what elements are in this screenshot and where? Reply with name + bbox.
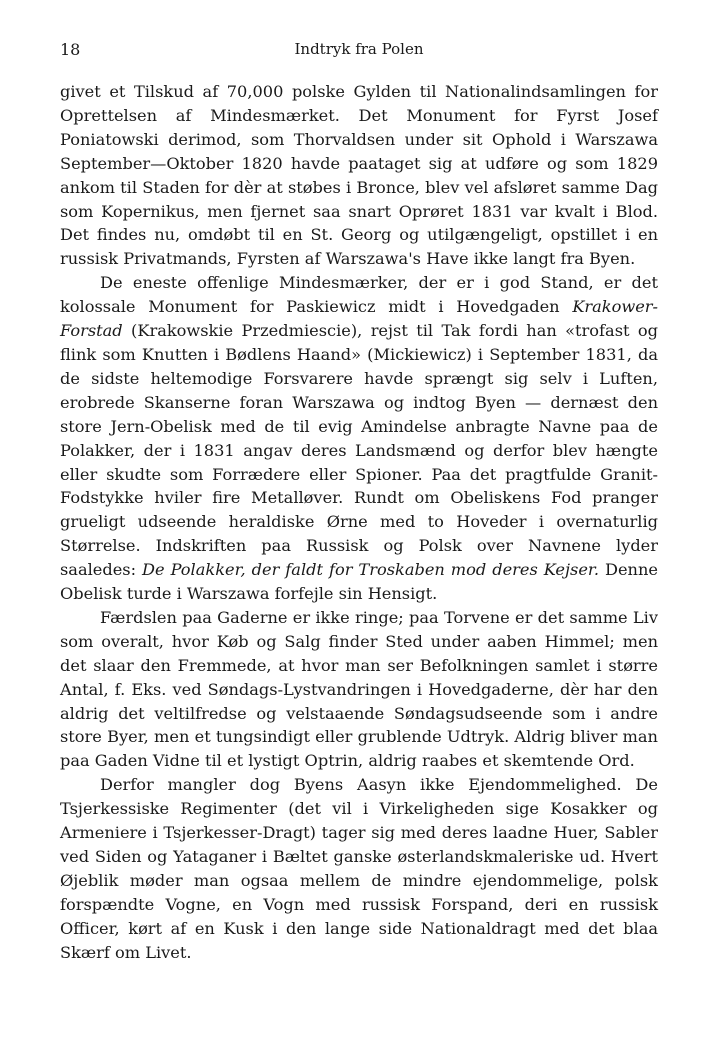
text-segment: givet et Tilskud af 70,000 polske Gylden til Nationalindsamlingen for Oprettelsen af Mindesmærket. Det Monument for Fyrst Josef Poniatowski derimod, som Thorvaldsen under sit Ophold i Warszawa September—Oktober 1820 havde paataget sig at udføre og som 1829 ankom til Staden for dèr at støbes i Bronce, blev vel afsløret samme Dag som Kopernikus, men fjernet saa snart Oprøret 1831 var kvalt i Blod. Det findes nu, omdøbt til en St. Georg og utilgængeligt, opstillet i en russisk Privatmands, Fyrsten af Warszawa's Have ikke langt fra Byen. [60, 82, 658, 269]
paragraph [60, 606, 658, 773]
text-segment: De eneste offenlige Mindesmærker, der er i god Stand, er det kolossale Monument for Paskiewicz midt i Hovedgaden [60, 273, 658, 317]
text-segment: Denne Obelisk turde i Warszawa forfejle sin Hensigt. [60, 560, 658, 604]
paragraph [60, 271, 658, 606]
body-text [60, 80, 658, 965]
italic-text-segment: De Polakker, der faldt for Troskaben mod deres Kejser. [142, 560, 600, 580]
page-number: 18 [60, 40, 81, 59]
running-title: Indtryk fra Polen [294, 40, 424, 58]
page-header [60, 40, 658, 70]
text-segment: Færdslen paa Gaderne er ikke ringe; paa Torvene er det samme Liv som overalt, hvor Køb og Salg finder Sted under aaben Himmel; men det slaar den Fremmede, at hvor man ser Befolkningen samlet i større Antal, f. Eks. ved Søndags-Lystvandringen i Hovedgaderne, dèr har den aldrig det veltilfredse og velstaaende Søndagsudseende som i andre store Byer, men et tungsindigt eller grublende Udtryk. Aldrig bliver man paa Gaden Vidne til et lystigt Optrin, aldrig raabes et skemtende Ord. [60, 607, 658, 771]
paragraph [60, 773, 658, 964]
italic-text-segment: Krakower-Forstad [60, 297, 658, 341]
text-segment: Derfor mangler dog Byens Aasyn ikke Ejendommelighed. De Tsjerkessiske Regimenter (det vil i Virkeligheden sige Kosakker og Armeniere i Tsjerkesser-Dragt) tager sig med deres laadne Huer, Sabler ved Siden og Yataganer i Bæltet ganske østerlandskmaleriske ud. Hvert Øjeblik møder man ogsaa mellem de mindre ejendommelige, polsk forspændte Vogne, en Vogn med russisk Forspand, deri en russisk Officer, kørt af en Kusk i den lange side Nationaldragt med det blaa Skærf om Livet. [60, 775, 658, 962]
book-page [60, 40, 658, 965]
text-segment: (Krakowskie Przedmiescie), rejst til Tak fordi han «trofast og flink som Knutten i Bødlens Haand» (Mickiewicz) i September 1831, da de sidste heltemodige Forsvarere havde sprængt sig selv i Luften, erobrede Skanserne foran Warszawa og indtog Byen — dernæst den store Jern-Obelisk med de til evig Amindelse anbragte Navne paa de Polakker, der i 1831 angav deres Landsmænd og derfor blev hængte eller skudte som Forrædere eller Spioner. Paa det pragtfulde Granit-Fodstykke hviler fire Metalløver. Rundt om Obeliskens Fod pranger grueligt udseende heraldiske Ørne med to Hoveder i overnaturlig Størrelse. Indskriften paa Russisk og Polsk over Navnene lyder saaledes: [60, 321, 658, 580]
paragraph [60, 80, 658, 271]
